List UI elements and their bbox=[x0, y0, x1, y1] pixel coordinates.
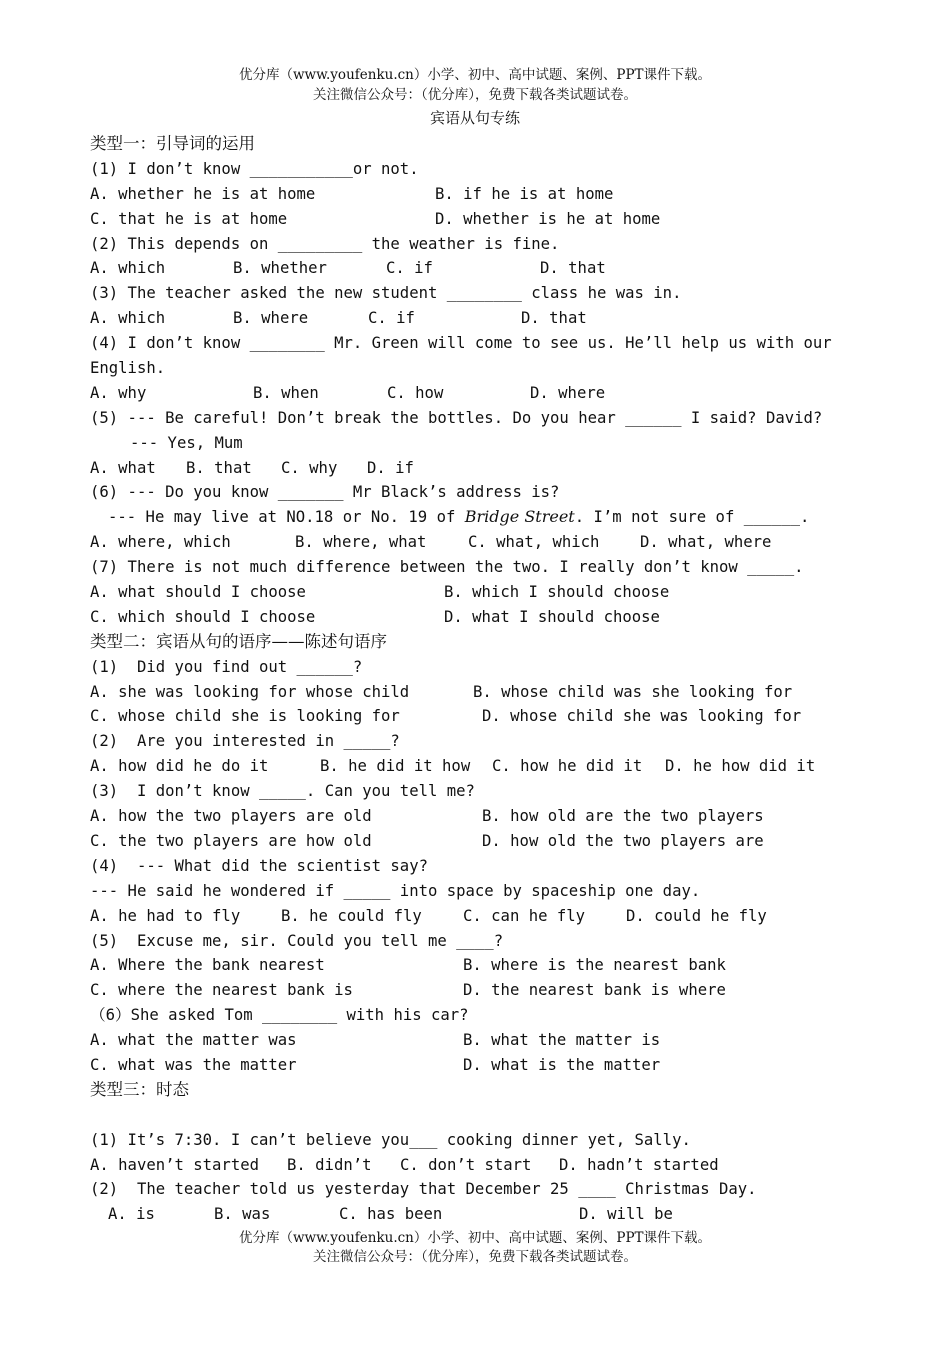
options-row bbox=[90, 804, 850, 829]
option-b: B. how old are the two players bbox=[482, 807, 764, 826]
option-c: C. has been bbox=[339, 1205, 443, 1224]
option-c: C. if bbox=[386, 259, 433, 278]
options-row bbox=[90, 456, 850, 481]
section-3-heading: 类型三：时态 bbox=[90, 1079, 189, 1099]
options-row bbox=[90, 1153, 850, 1178]
options-row bbox=[90, 754, 850, 779]
question-stem: (5) --- Be careful! Don’t break the bottles. Do you hear ______ I said? David? bbox=[90, 408, 823, 427]
question-stem: (6) --- Do you know _______ Mr Black’s address is? bbox=[90, 483, 560, 502]
option-a: A. she was looking for whose child bbox=[90, 682, 410, 701]
option-c: C. what, which bbox=[468, 533, 600, 552]
option-b: B. which I should choose bbox=[444, 583, 670, 602]
options-row bbox=[90, 207, 850, 232]
options-row bbox=[90, 182, 850, 207]
option-b: B. where, what bbox=[295, 533, 427, 552]
option-b: B. if he is at home bbox=[435, 184, 614, 203]
question-stem-continued: English. bbox=[90, 359, 166, 378]
options-row bbox=[90, 1202, 850, 1227]
question-stem: (4) I don’t know ________ Mr. Green will come to see us. He’ll help us with our bbox=[90, 334, 832, 353]
option-a: A. he had to fly bbox=[90, 906, 241, 925]
options-row bbox=[90, 530, 850, 555]
option-a: A. what should I choose bbox=[90, 583, 306, 602]
option-d: D. if bbox=[367, 458, 414, 477]
option-a: A. how did he do it bbox=[90, 757, 269, 776]
question-stem: (1) It’s 7:30. I can’t believe you___ cooking dinner yet, Sally. bbox=[90, 1130, 691, 1149]
options-row bbox=[90, 953, 850, 978]
options-row bbox=[90, 605, 850, 630]
option-c: C. can he fly bbox=[463, 906, 586, 925]
question-stem: (1) Did you find out ______? bbox=[90, 657, 363, 676]
dialogue-reply: --- He said he wondered if _____ into space by spaceship one day. bbox=[90, 881, 701, 900]
header-line-2: 关注微信公众号：（优分库），免费下载各类试题试卷。 bbox=[313, 87, 637, 103]
options-row bbox=[90, 904, 850, 929]
option-c: C. don’t start bbox=[400, 1155, 532, 1174]
option-a: A. whether he is at home bbox=[90, 184, 316, 203]
option-c: C. whose child she is looking for bbox=[90, 707, 400, 726]
option-d: D. whether is he at home bbox=[435, 209, 661, 228]
options-row bbox=[90, 306, 850, 331]
dialogue-reply bbox=[90, 505, 850, 530]
option-a: A. how the two players are old bbox=[90, 807, 372, 826]
section-2-heading: 类型二：宾语从句的语序——陈述句语序 bbox=[90, 631, 387, 651]
options-row bbox=[90, 829, 850, 854]
option-b: B. didn’t bbox=[287, 1155, 372, 1174]
option-a: A. what the matter was bbox=[90, 1031, 297, 1050]
option-a: A. is bbox=[108, 1205, 155, 1224]
footer-line-1: 优分库（www.youfenku.cn）小学、初中、高中试题、案例、PPT课件下载。 bbox=[238, 1230, 712, 1246]
option-b: B. he could fly bbox=[281, 906, 422, 925]
section-1-heading: 类型一：引导词的运用 bbox=[90, 134, 255, 153]
option-a: A. why bbox=[90, 383, 147, 402]
option-d: D. whose child she was looking for bbox=[482, 707, 802, 726]
header-line-1: 优分库（www.youfenku.cn）小学、初中、高中试题、案例、PPT课件下载。 bbox=[238, 67, 712, 83]
option-d: D. he how did it bbox=[665, 757, 816, 776]
options-row bbox=[90, 680, 850, 705]
exercise-body bbox=[90, 132, 850, 1227]
option-d: D. could he fly bbox=[626, 906, 767, 925]
option-d: D. the nearest bank is where bbox=[463, 981, 726, 1000]
option-d: D. what, where bbox=[640, 533, 772, 552]
options-row bbox=[90, 1053, 850, 1078]
option-d: D. where bbox=[530, 383, 606, 402]
footer-line-2: 关注微信公众号：（优分库），免费下载各类试题试卷。 bbox=[313, 1249, 637, 1265]
option-c: C. what was the matter bbox=[90, 1055, 297, 1074]
option-c: C. where the nearest bank is bbox=[90, 981, 353, 1000]
option-c: C. why bbox=[281, 458, 338, 477]
option-d: D. how old the two players are bbox=[482, 831, 764, 850]
question-stem: (2) The teacher told us yesterday that December 25 ____ Christmas Day. bbox=[90, 1180, 757, 1199]
option-d: D. will be bbox=[579, 1205, 673, 1224]
option-d: D. that bbox=[540, 259, 606, 278]
option-b: B. was bbox=[214, 1205, 271, 1224]
question-stem: （6）She asked Tom ________ with his car? bbox=[90, 1006, 469, 1025]
options-row bbox=[90, 704, 850, 729]
option-c: C. which should I choose bbox=[90, 607, 316, 626]
street-name: Bridge Street bbox=[464, 507, 575, 527]
option-a: A. haven’t started bbox=[90, 1155, 259, 1174]
option-a: A. what bbox=[90, 458, 156, 477]
question-stem: (3) I don’t know _____. Can you tell me? bbox=[90, 782, 475, 801]
option-b: B. where is the nearest bank bbox=[463, 956, 726, 975]
option-b: B. he did it how bbox=[320, 757, 471, 776]
option-d: D. what is the matter bbox=[463, 1055, 661, 1074]
option-b: B. when bbox=[253, 383, 319, 402]
question-stem: (3) The teacher asked the new student ________ class he was in. bbox=[90, 284, 682, 303]
question-stem: (4) --- What did the scientist say? bbox=[90, 856, 428, 875]
reply-text: --- He may live at NO.18 or No. 19 of bbox=[108, 508, 465, 527]
option-b: B. that bbox=[186, 458, 252, 477]
option-c: C. how he did it bbox=[492, 757, 643, 776]
dialogue-reply: --- Yes, Mum bbox=[130, 433, 243, 452]
option-c: C. if bbox=[368, 309, 415, 328]
options-row bbox=[90, 381, 850, 406]
page-title: 宾语从句专练 bbox=[429, 109, 520, 127]
option-a: A. which bbox=[90, 259, 166, 278]
option-c: C. the two players are how old bbox=[90, 831, 372, 850]
option-a: A. Where the bank nearest bbox=[90, 956, 325, 975]
question-stem: (5) Excuse me, sir. Could you tell me ____? bbox=[90, 931, 504, 950]
option-a: A. which bbox=[90, 309, 166, 328]
options-row bbox=[90, 580, 850, 605]
question-stem: (2) Are you interested in _____? bbox=[90, 732, 400, 751]
blank-line bbox=[90, 1103, 850, 1128]
question-stem: (7) There is not much difference between the two. I really don’t know _____. bbox=[90, 558, 804, 577]
reply-text-end: . I’m not sure of ______. bbox=[574, 508, 810, 527]
options-row bbox=[90, 256, 850, 281]
option-d: D. what I should choose bbox=[444, 607, 660, 626]
option-d: D. hadn’t started bbox=[559, 1155, 719, 1174]
options-row bbox=[90, 1028, 850, 1053]
question-stem: (1) I don’t know ___________or not. bbox=[90, 159, 419, 178]
options-row bbox=[90, 978, 850, 1003]
option-b: B. whether bbox=[233, 259, 327, 278]
option-c: C. that he is at home bbox=[90, 209, 288, 228]
option-c: C. how bbox=[387, 383, 444, 402]
question-stem: (2) This depends on _________ the weather is fine. bbox=[90, 234, 560, 253]
option-a: A. where, which bbox=[90, 533, 231, 552]
option-b: B. whose child was she looking for bbox=[473, 682, 793, 701]
option-b: B. what the matter is bbox=[463, 1031, 661, 1050]
option-d: D. that bbox=[521, 309, 587, 328]
option-b: B. where bbox=[233, 309, 309, 328]
